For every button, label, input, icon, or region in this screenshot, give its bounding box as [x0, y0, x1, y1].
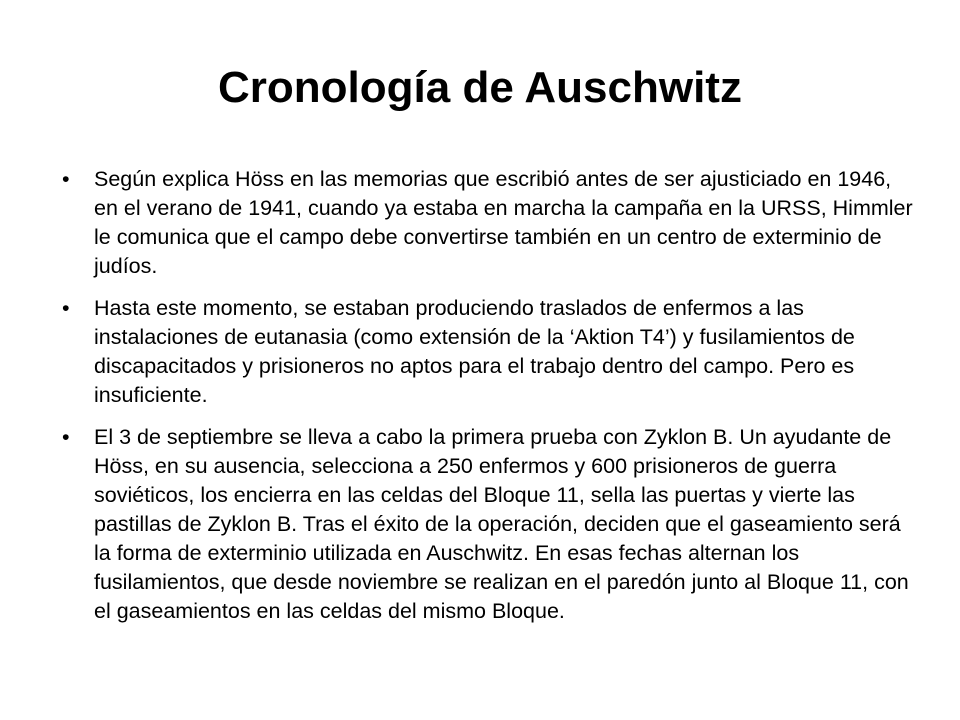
slide-title: Cronología de Auschwitz: [218, 63, 742, 112]
bullet-marker: •: [62, 167, 70, 191]
bullet-marker: •: [62, 296, 70, 320]
bullet-list: [62, 165, 920, 639]
bullet-item: [62, 165, 920, 281]
bullet-item: [62, 423, 920, 626]
bullet-item: [62, 294, 920, 410]
bullet-text: Hasta este momento, se estaban produciendo traslados de enfermos a las instalaciones de eutanasia (como extensión de la ‘Aktion T4’) y fusilamientos de discapacitados y prisioneros no aptos para el trabajo dentro del campo. Pero es insuficiente.: [94, 296, 855, 407]
bullet-marker: •: [62, 425, 70, 449]
bullet-text: Según explica Höss en las memorias que escribió antes de ser ajusticiado en 1946, en el verano de 1941, cuando ya estaba en marcha la campaña en la URSS, Himmler le comunica que el campo debe convertirse también en un centro de exterminio de judíos.: [94, 167, 913, 278]
bullet-text: El 3 de septiembre se lleva a cabo la primera prueba con Zyklon B. Un ayudante de Höss, en su ausencia, selecciona a 250 enfermos y 600 prisioneros de guerra soviéticos, los encierra en las celdas del Bloque 11, sella las puertas y vierte las pastillas de Zyklon B. Tras el éxito de la operación, deciden que el gaseamiento será la forma de exterminio utilizada en Auschwitz. En esas fechas alternan los fusilamientos, que desde noviembre se realizan en el paredón junto al Bloque 11, con el gaseamientos en las celdas del mismo Bloque.: [94, 425, 909, 623]
